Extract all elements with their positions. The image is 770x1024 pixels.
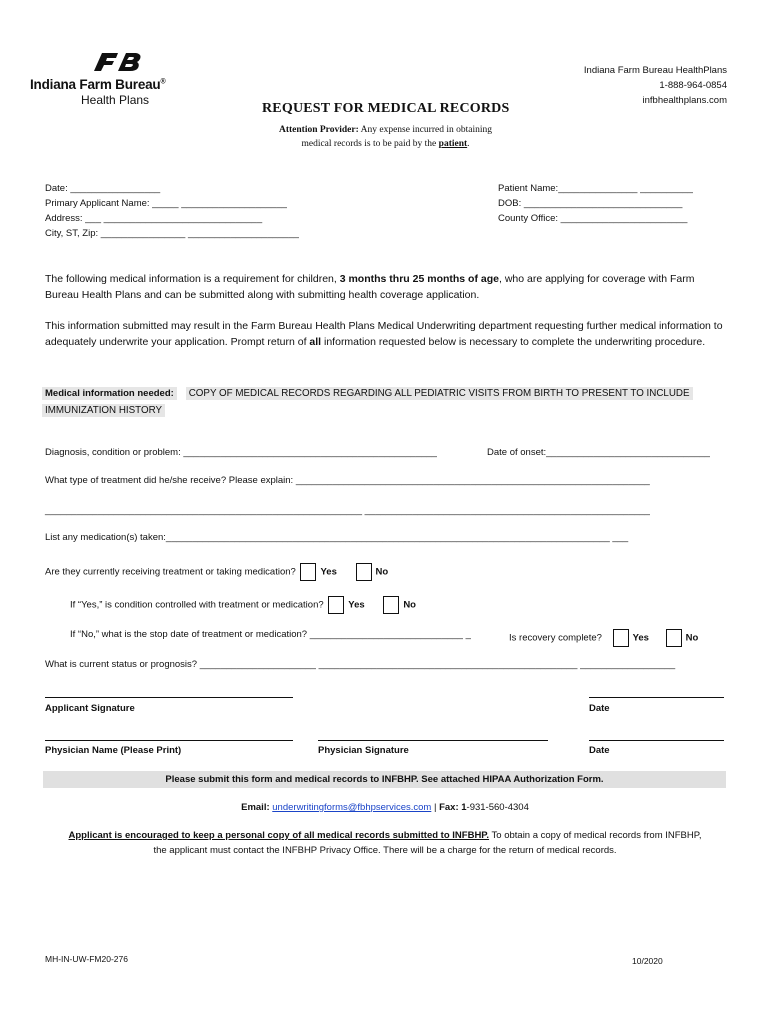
logo-subtitle: Health Plans	[81, 93, 150, 107]
treatment-continuation-field[interactable]: ____________________________________________________________ ______________________________________________________	[45, 505, 650, 516]
email-link[interactable]: underwritingforms@fbhpservices.com	[272, 802, 432, 813]
date-of-onset-field[interactable]: Date of onset:_______________________________	[487, 447, 710, 458]
logo-title: Indiana Farm Bureau®	[30, 77, 166, 92]
physician-signature-label: Physician Signature	[318, 745, 409, 756]
contact-website: infbhealthplans.com	[642, 95, 727, 106]
applicant-signature-label: Applicant Signature	[45, 703, 135, 714]
recovery-question: Is recovery complete? Yes No	[509, 629, 698, 647]
page-title: REQUEST FOR MEDICAL RECORDS	[262, 101, 510, 116]
controlled-yes-checkbox[interactable]	[328, 596, 344, 614]
diagnosis-field[interactable]: Diagnosis, condition or problem: ________________________________________________	[45, 447, 437, 458]
controlled-no-checkbox[interactable]	[383, 596, 399, 614]
applicant-date-label: Date	[589, 703, 610, 714]
patient-name-field[interactable]: Patient Name:_______________ __________	[498, 183, 693, 194]
form-revision-date: 10/2020	[632, 956, 663, 966]
treatment-field[interactable]: What type of treatment did he/she receive? Please explain: ___________________________________________________________________	[45, 475, 650, 486]
physician-signature-line[interactable]	[318, 740, 548, 741]
submit-instructions-bar: Please submit this form and medical records to INFBHP. See attached HIPAA Authorization Form.	[43, 771, 726, 788]
form-id: MH-IN-UW-FM20-276	[45, 954, 128, 964]
current-treatment-question: Are they currently receiving treatment or taking medication? Yes No	[45, 563, 388, 581]
farm-bureau-logo-icon	[92, 51, 142, 73]
current-no-checkbox[interactable]	[356, 563, 372, 581]
stop-date-field[interactable]: If “No,” what is the stop date of treatment or medication? _____________________________ _	[70, 629, 471, 640]
current-yes-checkbox[interactable]	[300, 563, 316, 581]
physician-name-label: Physician Name (Please Print)	[45, 745, 182, 756]
footer-note-line1: Applicant is encouraged to keep a personal copy of all medical records submitted to INFBHP. To obtain a copy of medical records from INFBHP,	[68, 830, 702, 841]
city-state-zip-field[interactable]: City, ST, Zip: ________________ _____________________	[45, 228, 299, 239]
medications-field[interactable]: List any medication(s) taken:____________________________________________________________________________________ ___	[45, 532, 629, 543]
physician-date-label: Date	[589, 745, 610, 756]
physician-name-line[interactable]	[45, 740, 293, 741]
medical-info-label: Medical information needed:	[42, 387, 177, 400]
underwriting-paragraph: This information submitted may result in the Farm Bureau Health Plans Medical Underwriting department requesting further medical information to adequately underwrite your application. Prompt return of all information requested below is necessary to complete the underwriting procedure.	[45, 320, 723, 348]
footer-note-line2: the applicant must contact the INFBHP Privacy Office. There will be a charge for the return of medical records.	[153, 845, 617, 856]
medical-info-needed: Medical information needed: COPY OF MEDICAL RECORDS REGARDING ALL PEDIATRIC VISITS FROM BIRTH TO PRESENT TO INCLUDE IMMUNIZATION HISTORY	[42, 385, 720, 419]
contact-line: Email: underwritingforms@fbhpservices.com | Fax: 1-931-560-4304	[241, 802, 529, 813]
applicant-date-line[interactable]	[589, 697, 724, 698]
requirement-paragraph: The following medical information is a requirement for children, 3 months thru 25 months of age, who are applying for coverage with Farm Bureau Health Plans and can be submitted along with submitting health coverage application.	[45, 273, 695, 301]
recovery-no-checkbox[interactable]	[666, 629, 682, 647]
date-field[interactable]: Date: _________________	[45, 183, 161, 194]
contact-name: Indiana Farm Bureau HealthPlans	[583, 65, 727, 76]
address-field[interactable]: Address: ___ ______________________________	[45, 213, 263, 224]
applicant-signature-line[interactable]	[45, 697, 293, 698]
recovery-yes-checkbox[interactable]	[613, 629, 629, 647]
contact-phone: 1-888-964-0854	[659, 80, 727, 91]
attention-note: Attention Provider: Any expense incurred in obtaining medical records is to be paid by the patient.	[278, 125, 492, 149]
dob-field[interactable]: DOB: ______________________________	[498, 198, 683, 209]
applicant-name-field[interactable]: Primary Applicant Name: _____ ____________________	[45, 198, 287, 209]
physician-date-line[interactable]	[589, 740, 724, 741]
county-office-field[interactable]: County Office: ________________________	[498, 213, 688, 224]
controlled-question: If “Yes,” is condition controlled with treatment or medication? Yes No	[70, 596, 416, 614]
status-prognosis-field[interactable]: What is current status or prognosis? ______________________ _________________________________________________ __________________	[45, 659, 676, 670]
